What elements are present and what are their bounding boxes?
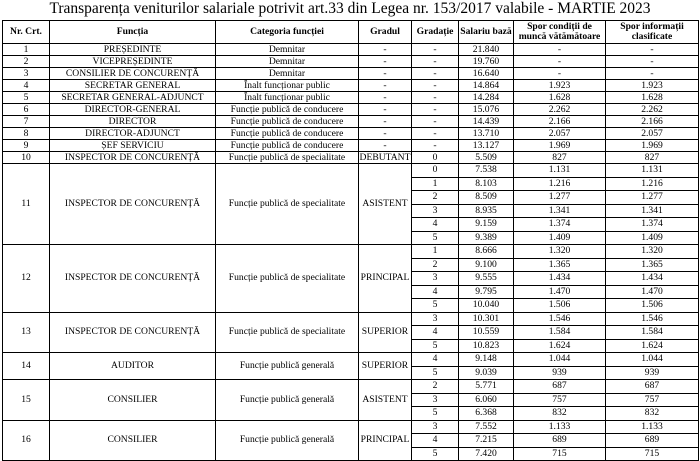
cell-gradatie: 3 — [412, 393, 459, 407]
cell-spor-conditii: 1.470 — [514, 285, 606, 299]
cell-gradatie: 5 — [412, 447, 459, 461]
table-row — [3, 104, 699, 116]
cell-spor-conditii: 1.434 — [514, 272, 606, 286]
cell-gradatie: 4 — [412, 326, 459, 340]
cell-spor-informatii: 1.044 — [606, 353, 699, 367]
cell-gradatie: 4 — [412, 285, 459, 299]
cell-spor-informatii: 939 — [606, 366, 699, 380]
cell-spor-informatii: 757 — [606, 393, 699, 407]
cell-salariu: 19.760 — [459, 56, 514, 68]
table-header-row — [3, 21, 699, 44]
cell-gradul: - — [359, 56, 412, 68]
cell-salariu: 21.840 — [459, 44, 514, 56]
cell-nr: 14 — [3, 353, 50, 380]
cell-gradatie: - — [412, 140, 459, 152]
cell-salariu: 7.552 — [459, 420, 514, 434]
cell-gradul: - — [359, 128, 412, 140]
cell-spor-informatii: 715 — [606, 447, 699, 461]
cell-spor-informatii: 689 — [606, 434, 699, 448]
table-row — [3, 116, 699, 128]
cell-salariu: 10.823 — [459, 339, 514, 353]
cell-gradul: PRINCIPAL — [359, 420, 412, 461]
cell-functia: SECRETAR GENERAL-ADJUNCT — [50, 92, 216, 104]
cell-spor-conditii: 1.584 — [514, 326, 606, 340]
cell-spor-informatii: 1.409 — [606, 231, 699, 245]
table-row — [3, 80, 699, 92]
cell-spor-conditii: 1.923 — [514, 80, 606, 92]
cell-gradul: - — [359, 44, 412, 56]
cell-spor-informatii: 1.434 — [606, 272, 699, 286]
cell-gradul: - — [359, 92, 412, 104]
cell-salariu: 16.640 — [459, 68, 514, 80]
cell-gradatie: 1 — [412, 245, 459, 259]
cell-categoria: Funcție publică de conducere — [216, 128, 359, 140]
cell-nr: 10 — [3, 152, 50, 164]
cell-spor-informatii: 1.216 — [606, 177, 699, 191]
cell-spor-conditii: 2.262 — [514, 104, 606, 116]
cell-salariu: 8.103 — [459, 177, 514, 191]
table-row — [3, 44, 699, 56]
cell-gradatie: 5 — [412, 231, 459, 245]
cell-spor-informatii: - — [606, 44, 699, 56]
cell-salariu: 10.559 — [459, 326, 514, 340]
cell-categoria: Funcție publică de conducere — [216, 116, 359, 128]
cell-gradatie: 2 — [412, 258, 459, 272]
table-row — [3, 68, 699, 80]
cell-gradatie: 1 — [412, 177, 459, 191]
cell-nr: 9 — [3, 140, 50, 152]
cell-salariu: 7.538 — [459, 164, 514, 178]
header-gradul: Gradul — [359, 21, 412, 44]
table-row — [3, 92, 699, 104]
cell-spor-informatii: 1.341 — [606, 204, 699, 218]
table-row — [3, 152, 699, 164]
cell-spor-conditii: 687 — [514, 380, 606, 394]
cell-categoria: Funcție publică generală — [216, 353, 359, 380]
cell-categoria: Funcție publică de conducere — [216, 104, 359, 116]
cell-nr: 6 — [3, 104, 50, 116]
cell-salariu: 9.159 — [459, 218, 514, 232]
cell-functia: AUDITOR — [50, 353, 216, 380]
table-row — [3, 164, 699, 178]
cell-nr: 12 — [3, 245, 50, 313]
cell-functia: INSPECTOR DE CONCURENȚĂ — [50, 164, 216, 245]
cell-salariu: 6.368 — [459, 407, 514, 421]
cell-gradul: ASISTENT — [359, 164, 412, 245]
cell-spor-conditii: 715 — [514, 447, 606, 461]
cell-salariu: 10.040 — [459, 299, 514, 313]
cell-categoria: Funcție publică de specialitate — [216, 164, 359, 245]
cell-spor-conditii: 1.506 — [514, 299, 606, 313]
cell-spor-informatii: 1.506 — [606, 299, 699, 313]
cell-gradul: ASISTENT — [359, 380, 412, 421]
table-row — [3, 353, 699, 367]
table-row — [3, 245, 699, 259]
cell-functia: INSPECTOR DE CONCURENȚĂ — [50, 152, 216, 164]
header-spor-conditii: Spor condiții de muncă vătămătoare — [514, 21, 606, 44]
cell-functia: SECRETAR GENERAL — [50, 80, 216, 92]
cell-gradatie: - — [412, 68, 459, 80]
cell-spor-informatii: 1.277 — [606, 191, 699, 205]
cell-spor-informatii: 1.320 — [606, 245, 699, 259]
cell-nr: 5 — [3, 92, 50, 104]
cell-nr: 1 — [3, 44, 50, 56]
cell-spor-conditii: 1.044 — [514, 353, 606, 367]
cell-functia: CONSILIER — [50, 420, 216, 461]
cell-spor-conditii: 1.341 — [514, 204, 606, 218]
cell-nr: 2 — [3, 56, 50, 68]
cell-spor-informatii: 2.262 — [606, 104, 699, 116]
cell-spor-informatii: - — [606, 56, 699, 68]
cell-gradatie: 3 — [412, 204, 459, 218]
cell-categoria: Funcție publică de specialitate — [216, 245, 359, 313]
header-gradatie: Gradație — [412, 21, 459, 44]
table-row — [3, 140, 699, 152]
cell-spor-informatii: 827 — [606, 152, 699, 164]
cell-spor-informatii: 1.923 — [606, 80, 699, 92]
cell-spor-informatii: 1.365 — [606, 258, 699, 272]
cell-spor-conditii: - — [514, 44, 606, 56]
cell-spor-informatii: 832 — [606, 407, 699, 421]
header-spor-informatii: Spor informații clasificate — [606, 21, 699, 44]
cell-gradatie: 5 — [412, 407, 459, 421]
cell-functia: INSPECTOR DE CONCURENȚĂ — [50, 312, 216, 353]
cell-categoria: Demnitar — [216, 68, 359, 80]
cell-gradatie: 3 — [412, 420, 459, 434]
cell-spor-conditii: 2.166 — [514, 116, 606, 128]
cell-salariu: 14.439 — [459, 116, 514, 128]
header-categoria: Categoria funcției — [216, 21, 359, 44]
cell-spor-informatii: - — [606, 68, 699, 80]
cell-functia: INSPECTOR DE CONCURENȚĂ — [50, 245, 216, 313]
cell-salariu: 8.935 — [459, 204, 514, 218]
cell-categoria: Înalt funcționar public — [216, 92, 359, 104]
cell-nr: 4 — [3, 80, 50, 92]
cell-salariu: 9.039 — [459, 366, 514, 380]
cell-salariu: 8.666 — [459, 245, 514, 259]
cell-gradatie: 4 — [412, 353, 459, 367]
cell-salariu: 15.076 — [459, 104, 514, 116]
cell-gradatie: - — [412, 128, 459, 140]
cell-gradatie: 0 — [412, 152, 459, 164]
cell-nr: 3 — [3, 68, 50, 80]
cell-gradatie: - — [412, 80, 459, 92]
cell-spor-conditii: 757 — [514, 393, 606, 407]
cell-gradatie: - — [412, 104, 459, 116]
cell-gradul: SUPERIOR — [359, 312, 412, 353]
cell-gradatie: 4 — [412, 218, 459, 232]
cell-spor-conditii: 939 — [514, 366, 606, 380]
table-row — [3, 420, 699, 434]
cell-spor-informatii: 1.470 — [606, 285, 699, 299]
cell-spor-conditii: 1.216 — [514, 177, 606, 191]
cell-categoria: Demnitar — [216, 56, 359, 68]
cell-spor-conditii: 1.365 — [514, 258, 606, 272]
table-row — [3, 312, 699, 326]
cell-spor-informatii: 2.166 — [606, 116, 699, 128]
cell-spor-conditii: 832 — [514, 407, 606, 421]
cell-gradatie: 5 — [412, 299, 459, 313]
cell-nr: 15 — [3, 380, 50, 421]
cell-salariu: 5.509 — [459, 152, 514, 164]
cell-spor-informatii: 1.546 — [606, 312, 699, 326]
cell-salariu: 13.127 — [459, 140, 514, 152]
cell-salariu: 9.555 — [459, 272, 514, 286]
cell-nr: 13 — [3, 312, 50, 353]
cell-gradatie: - — [412, 44, 459, 56]
cell-categoria: Demnitar — [216, 44, 359, 56]
cell-spor-conditii: - — [514, 56, 606, 68]
page-title: Transparența veniturilor salariale potrivit art.33 din Legea nr. 153/2017 valabile - MARTIE 2023 — [49, 0, 651, 17]
cell-spor-informatii: 687 — [606, 380, 699, 394]
cell-gradul: - — [359, 68, 412, 80]
cell-nr: 7 — [3, 116, 50, 128]
cell-spor-conditii: 1.133 — [514, 420, 606, 434]
cell-salariu: 7.215 — [459, 434, 514, 448]
cell-nr: 8 — [3, 128, 50, 140]
cell-spor-informatii: 1.133 — [606, 420, 699, 434]
table-body — [3, 44, 699, 461]
cell-spor-conditii: 1.546 — [514, 312, 606, 326]
cell-functia: DIRECTOR-ADJUNCT — [50, 128, 216, 140]
cell-gradatie: 0 — [412, 164, 459, 178]
cell-spor-informatii: 1.969 — [606, 140, 699, 152]
cell-salariu: 9.100 — [459, 258, 514, 272]
cell-gradul: PRINCIPAL — [359, 245, 412, 313]
cell-salariu: 14.864 — [459, 80, 514, 92]
table-row — [3, 380, 699, 394]
cell-nr: 11 — [3, 164, 50, 245]
cell-salariu: 9.389 — [459, 231, 514, 245]
cell-functia: ȘEF SERVICIU — [50, 140, 216, 152]
cell-salariu: 7.420 — [459, 447, 514, 461]
cell-salariu: 10.301 — [459, 312, 514, 326]
table-row — [3, 128, 699, 140]
cell-gradatie: 3 — [412, 272, 459, 286]
cell-spor-informatii: 1.628 — [606, 92, 699, 104]
cell-functia: DIRECTOR-GENERAL — [50, 104, 216, 116]
cell-gradul: SUPERIOR — [359, 353, 412, 380]
header-salariu: Salariu bază — [459, 21, 514, 44]
cell-categoria: Înalt funcționar public — [216, 80, 359, 92]
cell-spor-informatii: 2.057 — [606, 128, 699, 140]
cell-spor-conditii: 1.277 — [514, 191, 606, 205]
header-nr: Nr. Crt. — [3, 21, 50, 44]
cell-salariu: 14.284 — [459, 92, 514, 104]
table-row — [3, 56, 699, 68]
cell-gradul: - — [359, 80, 412, 92]
cell-categoria: Funcție publică de conducere — [216, 140, 359, 152]
cell-functia: PREȘEDINTE — [50, 44, 216, 56]
cell-spor-conditii: 1.628 — [514, 92, 606, 104]
cell-categoria: Funcție publică generală — [216, 380, 359, 421]
cell-categoria: Funcție publică generală — [216, 420, 359, 461]
cell-categoria: Funcție publică de specialitate — [216, 312, 359, 353]
salary-table — [2, 20, 699, 461]
cell-functia: VICEPREȘEDINTE — [50, 56, 216, 68]
cell-salariu: 5.771 — [459, 380, 514, 394]
cell-spor-conditii: 1.131 — [514, 164, 606, 178]
cell-gradatie: - — [412, 116, 459, 128]
cell-gradatie: 2 — [412, 191, 459, 205]
cell-functia: CONSILIER DE CONCURENȚĂ — [50, 68, 216, 80]
cell-spor-informatii: 1.584 — [606, 326, 699, 340]
cell-gradatie: 5 — [412, 339, 459, 353]
cell-salariu: 6.060 — [459, 393, 514, 407]
cell-spor-informatii: 1.131 — [606, 164, 699, 178]
cell-spor-conditii: 827 — [514, 152, 606, 164]
cell-spor-conditii: 1.320 — [514, 245, 606, 259]
cell-spor-conditii: 1.624 — [514, 339, 606, 353]
cell-gradatie: 2 — [412, 380, 459, 394]
cell-salariu: 9.148 — [459, 353, 514, 367]
cell-gradul: - — [359, 104, 412, 116]
cell-spor-conditii: 1.409 — [514, 231, 606, 245]
cell-gradul: - — [359, 140, 412, 152]
cell-spor-conditii: 1.374 — [514, 218, 606, 232]
header-functia: Funcția — [50, 21, 216, 44]
cell-spor-informatii: 1.624 — [606, 339, 699, 353]
cell-salariu: 9.795 — [459, 285, 514, 299]
cell-spor-conditii: 689 — [514, 434, 606, 448]
cell-gradatie: - — [412, 92, 459, 104]
cell-gradatie: 5 — [412, 366, 459, 380]
cell-gradatie: - — [412, 56, 459, 68]
cell-salariu: 8.509 — [459, 191, 514, 205]
cell-gradul: - — [359, 116, 412, 128]
cell-salariu: 13.710 — [459, 128, 514, 140]
cell-nr: 16 — [3, 420, 50, 461]
cell-functia: CONSILIER — [50, 380, 216, 421]
cell-functia: DIRECTOR — [50, 116, 216, 128]
cell-spor-conditii: 1.969 — [514, 140, 606, 152]
cell-categoria: Funcție publică de specialitate — [216, 152, 359, 164]
cell-gradatie: 4 — [412, 434, 459, 448]
cell-gradul: DEBUTANT — [359, 151, 411, 163]
cell-spor-conditii: - — [514, 68, 606, 80]
cell-spor-informatii: 1.374 — [606, 218, 699, 232]
cell-gradatie: 3 — [412, 312, 459, 326]
cell-spor-conditii: 2.057 — [514, 128, 606, 140]
